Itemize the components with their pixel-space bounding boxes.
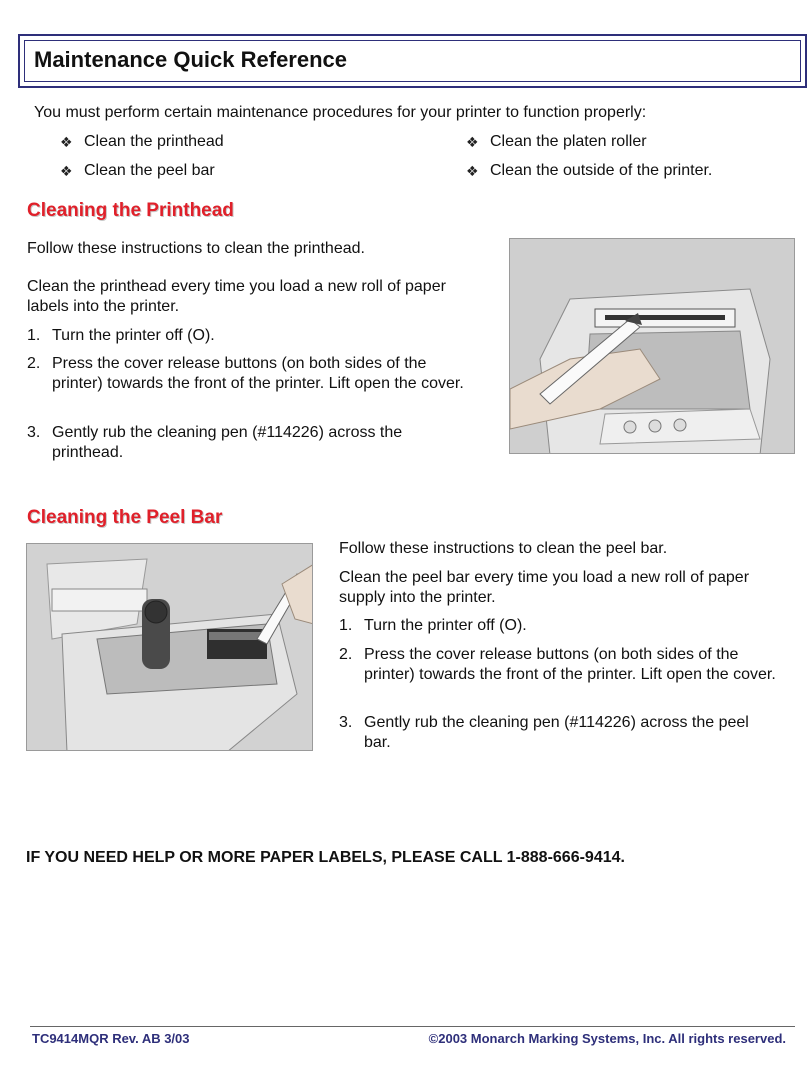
bullet-text: Clean the peel bar (84, 162, 215, 179)
step-text: Turn the printer off (O). (52, 327, 215, 344)
step-text: Gently rub the cleaning pen (#114226) across the printhead. (52, 424, 403, 461)
step-text: Press the cover release buttons (on both sides of the printer) towards the front of the printer. Lift open the cover. (364, 646, 776, 683)
intro-text: You must perform certain maintenance procedures for your printer to function properly: (34, 104, 647, 121)
peelbar-step (339, 645, 789, 685)
step-number: 2. (27, 355, 41, 372)
printer-open-illustration (510, 239, 795, 454)
bullet-item (466, 133, 647, 151)
bullet-text: Clean the outside of the printer. (490, 162, 713, 179)
bullet-item (60, 162, 215, 180)
printhead-step (27, 423, 447, 463)
peelbar-heading: Cleaning the Peel Bar (27, 507, 223, 528)
step-number: 1. (27, 327, 41, 344)
printhead-heading: Cleaning the Printhead (27, 200, 234, 221)
bullet-item (466, 162, 712, 180)
step-text: Press the cover release buttons (on both sides of the printer) towards the front of the printer. Lift open the cover. (52, 355, 464, 392)
peelbar-cleaning-photo (26, 543, 313, 751)
peelbar-note: Clean the peel bar every time you load a new roll of paper supply into the printer. (339, 569, 750, 606)
footer-divider (30, 1026, 795, 1027)
diamond-bullet-icon: ❖ (466, 162, 479, 179)
bullet-text: Clean the platen roller (490, 133, 647, 150)
diamond-bullet-icon: ❖ (466, 133, 479, 150)
printhead-cleaning-photo (509, 238, 795, 454)
step-text: Gently rub the cleaning pen (#114226) across the peel bar. (364, 714, 749, 751)
copyright-notice: ©2003 Monarch Marking Systems, Inc. All rights reserved. (428, 1031, 786, 1046)
help-callout: IF YOU NEED HELP OR MORE PAPER LABELS, PLEASE CALL 1-888-666-9414. (26, 849, 625, 866)
diamond-bullet-icon: ❖ (60, 133, 73, 150)
step-number: 2. (339, 646, 353, 663)
diamond-bullet-icon: ❖ (60, 162, 73, 179)
printhead-step (27, 326, 467, 346)
peelbar-step (339, 713, 759, 753)
step-text: Turn the printer off (O). (364, 617, 527, 634)
printer-peelbar-illustration (27, 544, 313, 751)
printhead-note: Clean the printhead every time you load a new roll of paper labels into the printer. (27, 278, 446, 315)
printhead-intro: Follow these instructions to clean the printhead. (27, 240, 365, 257)
peelbar-intro: Follow these instructions to clean the peel bar. (339, 540, 668, 557)
step-number: 3. (27, 424, 41, 441)
step-number: 3. (339, 714, 353, 731)
printhead-step (27, 354, 467, 394)
bullet-item (60, 133, 224, 151)
bullet-text: Clean the printhead (84, 133, 224, 150)
step-number: 1. (339, 617, 353, 634)
document-code: TC9414MQR Rev. AB 3/03 (32, 1031, 190, 1046)
peelbar-step (339, 616, 789, 636)
page-title: Maintenance Quick Reference (34, 47, 348, 72)
